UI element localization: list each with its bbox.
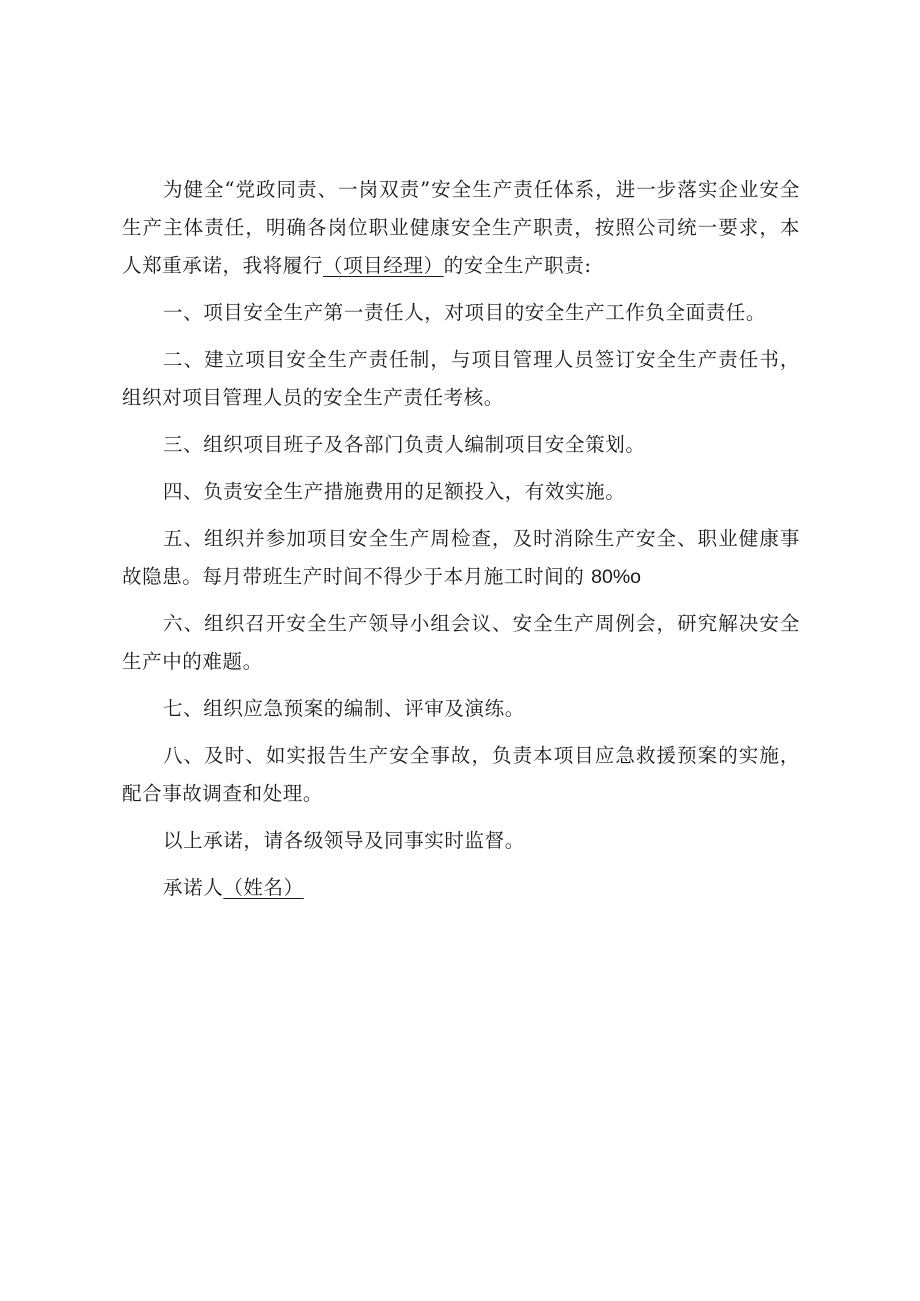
signature-name-placeholder: （姓名） (223, 876, 304, 899)
intro-paragraph (122, 171, 800, 285)
signature-line (122, 869, 800, 907)
closing-statement: 以上承诺，请各级领导及同事实时监督。 (163, 829, 525, 852)
item-7: 七、组织应急预案的编制、评审及演练。 (163, 697, 525, 720)
signature-label: 承诺人 (163, 876, 224, 899)
role-placeholder: （项目经理） (323, 254, 444, 277)
item-5-text: 五、组织并参加项目安全生产周检查，及时消除生产安全、职业健康事故隐患。每月带班生产时间不得少于本月施工时间的 (122, 527, 800, 588)
item-4: 四、负责安全生产措施费用的足额投入，有效实施。 (163, 480, 626, 503)
item-1: 一、项目安全生产第一责任人，对项目的安全生产工作负全面责任。 (163, 301, 767, 324)
intro-text-before: 为健全“党政同责、一岗双责”安全生产责任体系，进一步落实企业安全生产主体责任，明确各岗位职业健康安全生产职责，按照公司统一要求，本人郑重承诺，我将履行 (122, 178, 800, 277)
item-3: 三、组织项目班子及各部门负责人编制项目安全策划。 (163, 433, 646, 456)
intro-text-after: 的安全生产职责: (443, 254, 592, 277)
item-5 (122, 520, 800, 596)
item-8: 八、及时、如实报告生产安全事故，负责本项目应急救援预案的实施，配合事故调查和处理。 (122, 744, 800, 805)
item-2: 二、建立项目安全生产责任制，与项目管理人员签订安全生产责任书，组织对项目管理人员的安全生产责任考核。 (122, 348, 800, 409)
item-6: 六、组织召开安全生产领导小组会议、安全生产周例会，研究解决安全生产中的难题。 (122, 612, 800, 673)
item-5-percentage: 80%o (591, 566, 641, 588)
document-body (122, 171, 800, 916)
